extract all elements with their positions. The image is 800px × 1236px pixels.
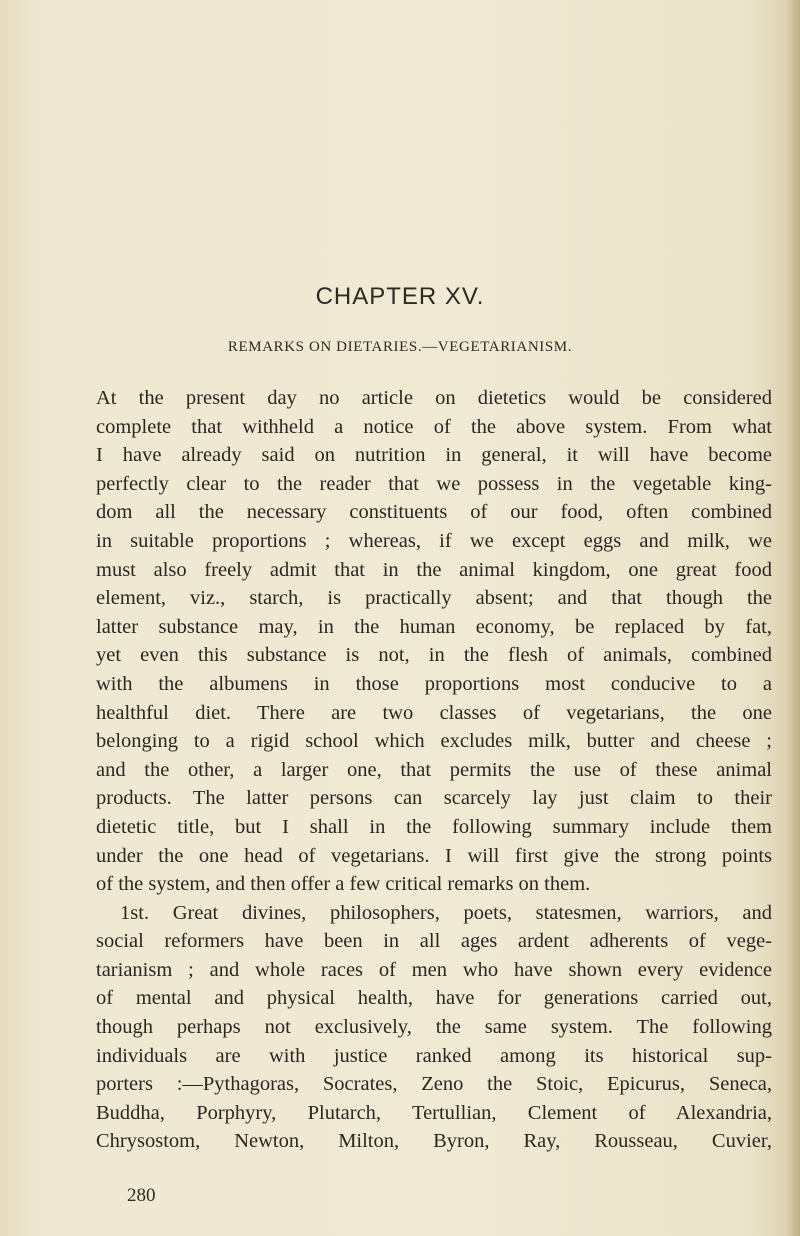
text-line: under the one head of vegetarians. I will first give the strong points [96,844,772,867]
text-line: dom all the necessary constituents of our food, often combined [96,501,772,524]
text-line: individuals are with justice ranked among its historical sup- [96,1044,772,1067]
chapter-title: CHAPTER XV. [315,283,485,310]
text-line: must also freely admit that in the animal kingdom, one great food [96,558,772,581]
text-line: latter substance may, in the human economy, be replaced by fat, [96,615,772,638]
text-line: dietetic title, but I shall in the following summary include them [96,815,772,838]
text-line: of mental and physical health, have for generations carried out, [96,987,772,1010]
text-line: At the present day no article on dietetics would be considered [96,387,772,409]
text-line: I have already said on nutrition in general, it will have become [96,444,772,467]
text-line: though perhaps not exclusively, the same system. The following [96,1016,772,1039]
chapter-subtitle: REMARKS ON DIETARIES.—VEGETARIANISM. [227,339,573,355]
body-text [96,384,772,1156]
text-line: tarianism ; and whole races of men who have shown every evidence [96,958,772,981]
text-line: in suitable proportions ; whereas, if we except eggs and milk, we [96,529,772,552]
text-line: yet even this substance is not, in the flesh of animals, combined [96,644,772,667]
text-line: products. The latter persons can scarcely lay just claim to their [96,787,772,810]
text-line: Chrysostom, Newton, Milton, Byron, Ray, Rousseau, Cuvier, [96,1130,772,1153]
text-line: 1st. Great divines, philosophers, poets, statesmen, warriors, and [120,901,772,924]
text-line: complete that withheld a notice of the above system. From what [96,415,772,438]
text-line: social reformers have been in all ages ardent adherents of vege- [96,930,772,953]
page-number: 280 [127,1185,156,1206]
text-line: perfectly clear to the reader that we possess in the vegetable king- [96,472,772,495]
text-line: belonging to a rigid school which excludes milk, butter and cheese ; [96,730,772,753]
text-line: Buddha, Porphyry, Plutarch, Tertullian, Clement of Alexandria, [96,1101,772,1124]
text-line: with the albumens in those proportions most conducive to a [96,672,772,695]
page-edge-shadow [786,0,800,1236]
text-line: porters :—Pythagoras, Socrates, Zeno the Stoic, Epicurus, Seneca, [96,1073,772,1096]
text-line: and the other, a larger one, that permits the use of these animal [96,758,772,781]
text-line: of the system, and then offer a few critical remarks on them. [96,873,591,896]
text-line: element, viz., starch, is practically absent; and that though the [96,587,772,610]
text-line: healthful diet. There are two classes of vegetarians, the one [96,701,772,724]
